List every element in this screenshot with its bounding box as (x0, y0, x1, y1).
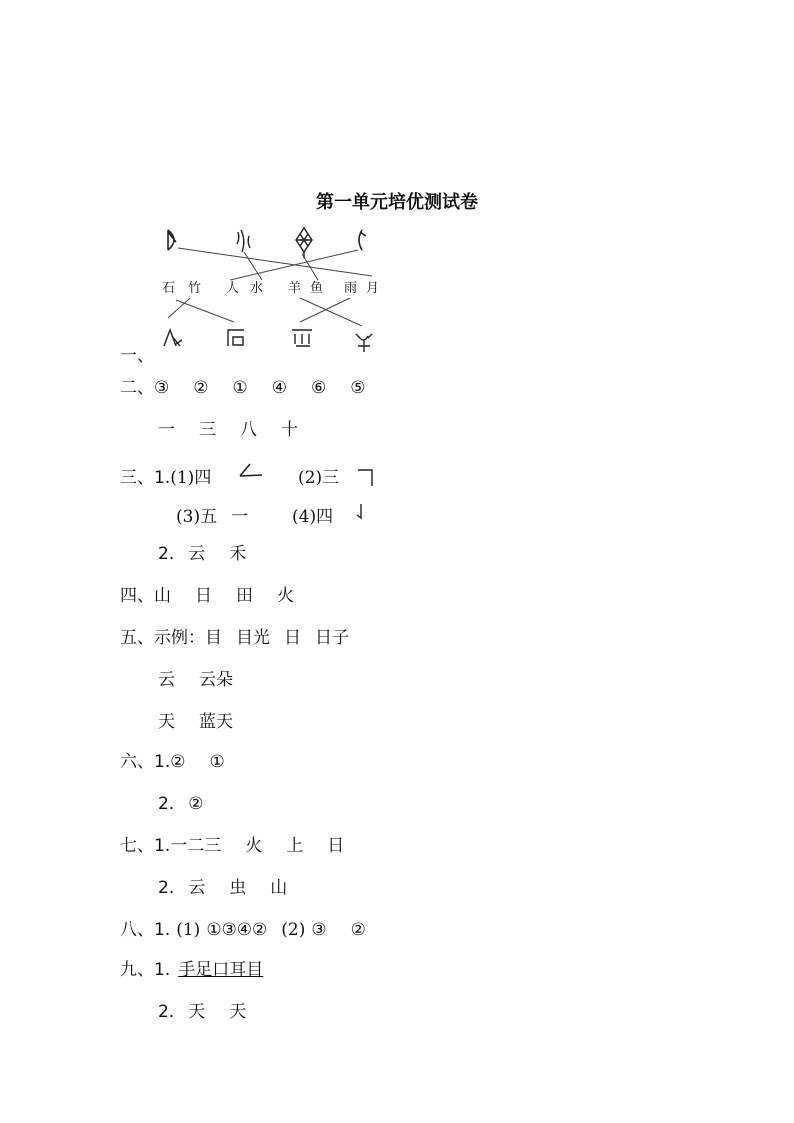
q5-answer: 云 (158, 670, 175, 690)
q3-p1b-wrap (298, 466, 339, 490)
q7-answer: 虫 (229, 878, 247, 898)
q5-answer: 天 (158, 712, 175, 732)
q2-line (120, 376, 366, 400)
q2-answer: ④ (271, 378, 287, 398)
q5-line (120, 626, 349, 650)
q2-answer: ⑥ (311, 378, 327, 398)
page-title: 第一单元培优测试卷 (316, 192, 478, 213)
q3-p2-line (158, 542, 246, 566)
q8-b-answer: ③ (311, 920, 327, 940)
q4-label: 四、 (120, 586, 154, 606)
q6-answer: ② (170, 752, 186, 772)
stroke-shugou-icon (352, 500, 368, 524)
q9-label: 九、 (120, 960, 154, 980)
q7-answer: 火 (245, 836, 263, 856)
q2-answer: ② (193, 378, 209, 398)
q8-p1: 1. (154, 920, 171, 940)
q2-number: 三 (199, 420, 216, 440)
q3-line (120, 466, 211, 490)
stroke-tipie-icon (236, 460, 266, 482)
q2-answer: ⑤ (350, 378, 366, 398)
q6-answer: ② (188, 794, 204, 814)
ancient-glyph-person-icon (359, 230, 366, 250)
ancient-glyph-water-icon (237, 230, 250, 252)
q6-p1: 1. (154, 752, 171, 772)
stroke-hengzhe-icon (356, 466, 380, 490)
ancient-glyph-bamboo-icon (164, 330, 182, 346)
q3-p2-answer: 云 (188, 544, 206, 564)
q1-label: 一、 (120, 346, 154, 366)
q3-p2-answer: 禾 (229, 544, 247, 564)
q6-answer: ① (209, 752, 225, 772)
q9-answer: 天 (229, 1002, 247, 1022)
matching-lines-bottom (168, 298, 362, 326)
q3-p1-prefix: 1. (154, 468, 171, 488)
ancient-glyph-stone-icon (228, 330, 244, 346)
q7-p2: 2. (158, 878, 175, 898)
q4-answer: 火 (277, 586, 294, 606)
q8-a-answer: ①③④② (206, 920, 268, 940)
char-shui: 水 (250, 281, 264, 296)
q3-p1c: (3)五 (176, 507, 218, 527)
q5-answer: 日 (284, 628, 301, 648)
char-zhu: 竹 (188, 281, 202, 296)
char-yu-rain: 雨 (344, 281, 358, 296)
q8-b-answer: ② (350, 920, 366, 940)
q5-answer: 目光 (236, 628, 270, 648)
ancient-glyph-fish-icon (296, 228, 312, 258)
q7-answer: 上 (286, 836, 304, 856)
q6-p2-line (158, 792, 203, 816)
q2-number: 十 (281, 420, 298, 440)
q4-answer: 山 (154, 586, 171, 606)
q5-answer: 目 (205, 628, 222, 648)
ancient-glyph-sheep-icon (356, 334, 372, 352)
q7-line (120, 834, 344, 858)
q7-answer: 一二三 (170, 836, 222, 856)
ancient-glyph-moon-icon (168, 230, 176, 250)
q2-number: 一 (158, 420, 175, 440)
q8-label: 八、 (120, 920, 154, 940)
q9-answer: 手足口耳目 (178, 960, 264, 980)
q2-number: 八 (240, 420, 257, 440)
q6-line (120, 750, 225, 774)
q7-answer: 山 (270, 878, 288, 898)
char-yue: 月 (366, 281, 380, 296)
q3-p1c-stroke: 一 (231, 507, 249, 527)
q7-p2-line (158, 876, 287, 900)
q3-label: 三、 (120, 468, 154, 488)
q9-line (120, 958, 263, 982)
q5-answer: 蓝天 (199, 712, 233, 732)
q4-line (120, 584, 294, 608)
q1-line (120, 344, 154, 368)
q5-prefix: 示例： (154, 628, 205, 648)
q3-p1c-wrap (176, 505, 248, 529)
char-ren: 人 (226, 281, 240, 296)
q7-answer: 日 (327, 836, 345, 856)
q5-answer: 日子 (315, 628, 349, 648)
q2-numbers (158, 418, 298, 442)
q8-line (120, 918, 366, 942)
q6-p2: 2. (158, 794, 175, 814)
q9-p2: 2. (158, 1002, 175, 1022)
matching-lines-top (178, 248, 372, 280)
q5-row2 (158, 668, 233, 692)
q2-label: 二、 (120, 378, 154, 398)
q8-b: (2) (281, 920, 306, 940)
q6-label: 六、 (120, 752, 154, 772)
q3-p1d-wrap (292, 505, 333, 529)
q9-p2-line (158, 1000, 246, 1024)
q5-label: 五、 (120, 628, 154, 648)
q3-p1b: (2)三 (298, 468, 340, 488)
q2-answer: ① (232, 378, 248, 398)
q2-answer: ③ (154, 378, 170, 398)
q3-p1d: (4)四 (292, 507, 334, 527)
q8-a: (1) (176, 920, 201, 940)
q7-answer: 云 (188, 878, 206, 898)
q4-answer: 田 (236, 586, 253, 606)
q7-p1: 1. (154, 836, 171, 856)
char-yang: 羊 (288, 281, 302, 296)
ancient-glyph-rain-icon (292, 330, 312, 346)
q5-answer: 云朵 (199, 670, 233, 690)
char-shi: 石 (162, 281, 176, 296)
q4-answer: 日 (195, 586, 212, 606)
q9-p1: 1. (154, 960, 171, 980)
char-yu: 鱼 (310, 281, 324, 296)
q5-row3 (158, 710, 233, 734)
q3-p2: 2. (158, 544, 175, 564)
q3-p1a: (1)四 (170, 468, 212, 488)
q7-label: 七、 (120, 836, 154, 856)
q9-answer: 天 (188, 1002, 206, 1022)
